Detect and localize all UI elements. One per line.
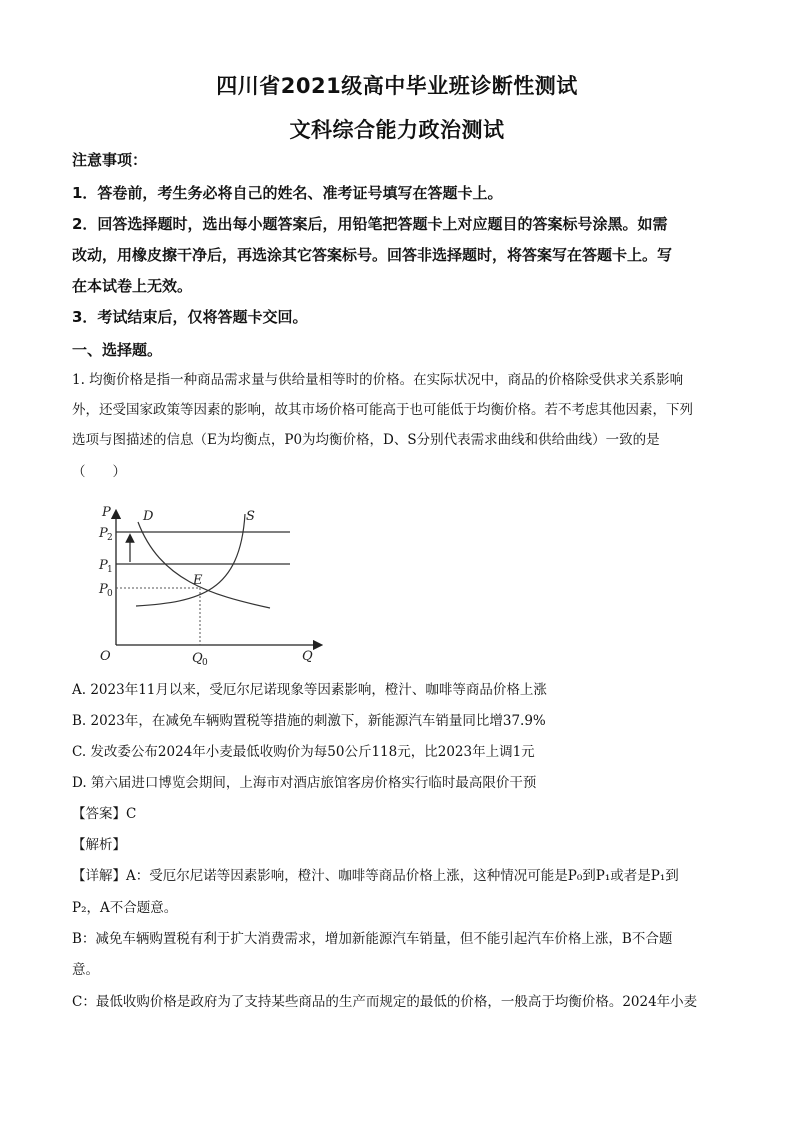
axis-label-p: P [102, 505, 111, 520]
note-item: 2．回答选择题时，选出每小题答案后，用铅笔把答题卡上对应题目的答案标号涂黑。如需 [72, 215, 668, 233]
q0-subscript: 0 [202, 658, 208, 668]
note-item: 3．考试结束后，仅将答题卡交回。 [72, 308, 308, 326]
supply-curve [136, 514, 245, 606]
supply-label: S [246, 509, 255, 524]
note-item: 改动，用橡皮擦干净后，再选涂其它答案标号。回答非选择题时，将答案写在答题卡上。写 [72, 246, 673, 264]
analysis-line: 【详解】A：受厄尔尼诺等因素影响，橙汁、咖啡等商品价格上涨，这种情况可能是P₀到P₁或者是P₁到 [72, 868, 679, 884]
p2-label: P [99, 526, 108, 541]
equilibrium-label: E [193, 573, 203, 588]
analysis-line: B：减免车辆购置税有利于扩大消费需求，增加新能源汽车销量，但不能引起汽车价格上涨，B不合题 [72, 931, 673, 947]
exam-title: 四川省2021级高中毕业班诊断性测试 [216, 74, 578, 98]
p1-label: P [99, 558, 108, 573]
section-heading: 一、选择题。 [72, 341, 163, 359]
demand-label: D [143, 509, 154, 524]
option-b: B. 2023年，在减免车辆购置税等措施的刺激下，新能源汽车销量同比增37.9% [72, 713, 546, 729]
p0-subscript: 0 [107, 589, 113, 599]
notes-heading: 注意事项： [72, 151, 148, 169]
option-c: C. 发改委公布2024年小麦最低收购价为每50公斤118元，比2023年上调1元 [72, 744, 535, 760]
exam-subtitle: 文科综合能力政治测试 [289, 118, 505, 142]
analysis-line: C：最低收购价格是政府为了支持某些商品的生产而规定的最低的价格，一般高于均衡价格。2024年小麦 [72, 994, 698, 1010]
question-stem-line: 选项与图描述的信息（E为均衡点，P0为均衡价格，D、S分别代表需求曲线和供给曲线）一致的是 [72, 432, 660, 448]
note-item: 在本试卷上无效。 [72, 277, 193, 295]
note-item: 1．答卷前，考生务必将自己的姓名、准考证号填写在答题卡上。 [72, 184, 503, 202]
question-stem-line: 外，还受国家政策等因素的影响，故其市场价格可能高于也可能低于均衡价格。若不考虑其他因素，下列 [72, 402, 693, 418]
analysis-line: P₂，A不合题意。 [72, 900, 178, 916]
q0-label: Q [192, 651, 203, 666]
analysis-line: 意。 [72, 962, 99, 978]
question-stem-line: 1. 均衡价格是指一种商品需求量与供给量相等时的价格。在实际状况中，商品的价格除受供求关系影响 [72, 372, 684, 388]
origin-label: O [100, 649, 111, 664]
option-d: D. 第六届进口博览会期间，上海市对酒店旅馆客房价格实行临时最高限价干预 [72, 775, 537, 791]
p0-label: P [99, 582, 108, 597]
analysis-heading: 【解析】 [72, 837, 126, 853]
supply-demand-svg [90, 500, 330, 675]
option-a: A. 2023年11月以来，受厄尔尼诺现象等因素影响，橙汁、咖啡等商品价格上涨 [72, 682, 547, 698]
supply-demand-graph [90, 500, 330, 675]
question-stem-line: （ ） [72, 464, 126, 480]
p1-subscript: 1 [107, 565, 113, 575]
demand-curve [138, 522, 270, 608]
p2-subscript: 2 [107, 533, 113, 543]
answer-line: 【答案】C [72, 806, 137, 822]
axis-label-q: Q [302, 649, 313, 664]
